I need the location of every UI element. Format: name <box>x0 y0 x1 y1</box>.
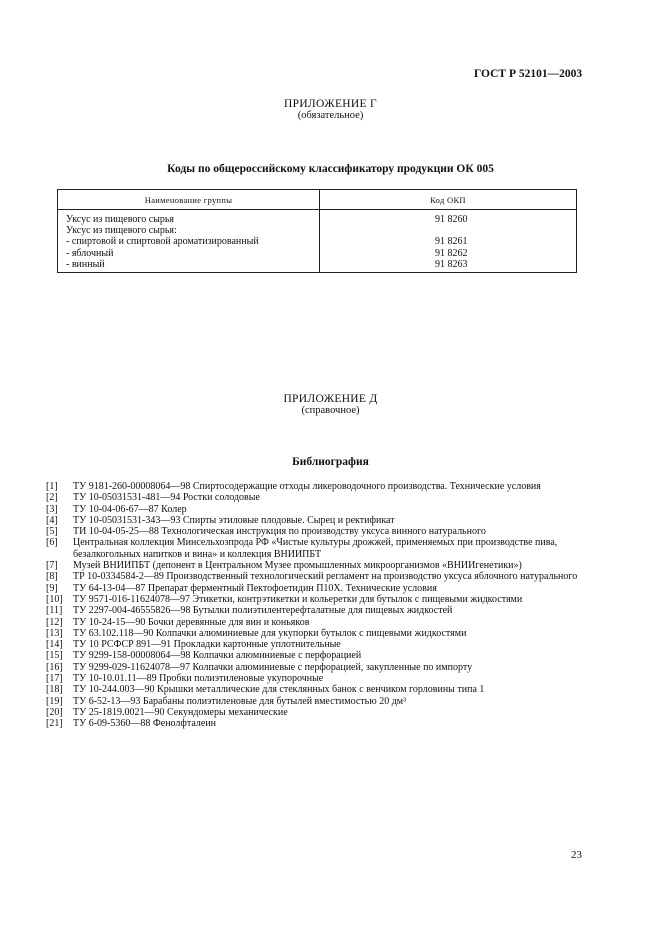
reference-text: ТУ 25-1819.0021—90 Секундомеры механические <box>73 706 288 718</box>
reference-text: ТУ 9181-260-00008064—98 Спиртосодержащие отходы ликероводочного производства. Технические условия <box>73 481 541 492</box>
reference-text: ТУ 64-13-04—87 Препарат ферментный Пектофоетидин П10Х. Технические условия <box>73 582 437 594</box>
reference-text: ТУ 9299-029-11624078—97 Колпачки алюминиевые с перфорацией, закупленные по импорту <box>73 661 473 673</box>
reference-text: ТР 10-0334584-2—89 Производственный технологический регламент на производство уксуса яблочного натурального <box>73 571 578 583</box>
reference-number: [10] <box>46 593 63 605</box>
reference-number: [5] <box>46 526 58 538</box>
list-item <box>46 696 586 707</box>
column-header-okp-code: Код ОКП <box>320 190 577 210</box>
group-names-cell <box>58 210 320 273</box>
appendix-g-subtitle: (обязательное) <box>297 110 364 121</box>
reference-number: [8] <box>46 571 58 583</box>
reference-number: [9] <box>46 582 58 594</box>
reference-text: ТУ 6-52-13—93 Барабаны полиэтиленовые для бутылей вместимостью 20 дм³ <box>73 695 407 707</box>
list-item <box>46 504 586 515</box>
list-item <box>46 560 586 571</box>
list-item <box>46 583 586 594</box>
okp-code: 91 8261 <box>435 236 468 248</box>
bibliography-list <box>46 481 586 730</box>
reference-text: ТУ 10-04-06-67—87 Колер <box>73 503 187 515</box>
reference-number: [20] <box>46 706 63 718</box>
okp-code: 91 8262 <box>435 247 468 259</box>
reference-text: ТУ 9299-158-00008064—98 Колпачки алюминиевые с перфорацией <box>73 650 362 662</box>
reference-text: ТУ 10-24-15—90 Бочки деревянные для вин и коньяков <box>73 616 310 628</box>
reference-number: [13] <box>46 627 63 639</box>
standard-number: ГОСТ Р 52101—2003 <box>474 68 583 80</box>
okp-codes-table <box>57 189 577 273</box>
reference-number: [12] <box>46 616 63 628</box>
table-row <box>58 210 577 273</box>
reference-number: [14] <box>46 639 63 651</box>
reference-text: ТИ 10-04-05-25—88 Технологическая инструкция по производству уксуса винного натурального <box>73 526 486 538</box>
bibliography-heading: Библиография <box>292 456 369 468</box>
appendix-d-subtitle: (справочное) <box>301 405 360 416</box>
reference-number: [1] <box>46 481 58 492</box>
group-name: - спиртовой и спиртовой ароматизированный <box>66 236 259 248</box>
reference-number: [6] <box>46 537 58 549</box>
okp-codes-cell <box>320 210 577 273</box>
group-name: - яблочный <box>66 247 114 259</box>
reference-text: ТУ 6-09-5360—88 Фенолфталеин <box>73 718 217 730</box>
table-header-row <box>58 190 577 210</box>
list-item <box>46 526 586 537</box>
list-item <box>46 481 586 492</box>
reference-number: [21] <box>46 718 63 730</box>
okp-code: 91 8263 <box>435 258 468 270</box>
list-item <box>46 594 586 605</box>
reference-number: [3] <box>46 503 58 515</box>
list-item <box>46 650 586 661</box>
list-item <box>46 492 586 503</box>
appendix-g-title: ПРИЛОЖЕНИЕ Г <box>284 98 377 110</box>
reference-number: [4] <box>46 514 58 526</box>
reference-text: ТУ 10-244.003—90 Крышки металлические для стеклянных банок с венчиком горловины типа 1 <box>73 684 485 696</box>
reference-text: Центральная коллекция Минсельхозпрода РФ «Чистые культуры дрожжей, применяемых при производстве пива, безалкогольных напитков и вина» и коллекция ВНИИПБТ <box>73 537 558 560</box>
reference-text: Музей ВНИИПБТ (депонент в Центральном Музее промышленных микроорганизмов «ВНИИгенетики») <box>73 560 522 572</box>
page-number: 23 <box>571 849 582 861</box>
reference-number: [16] <box>46 661 63 673</box>
group-name: Уксус из пищевого сырья <box>66 214 175 225</box>
list-item <box>46 617 586 628</box>
reference-number: [11] <box>46 605 63 617</box>
list-item <box>46 605 586 616</box>
okp-code <box>435 225 576 236</box>
list-item <box>46 537 586 560</box>
reference-text: ТУ 2297-004-46555826—98 Бутылки полиэтилентерефталатные для пищевых жидкостей <box>73 605 453 617</box>
group-name: - винный <box>66 258 105 270</box>
list-item <box>46 662 586 673</box>
reference-text: ТУ 63.102.118—90 Колпачки алюминиевые для укупорки бутылок с пищевыми жидкостями <box>73 627 467 639</box>
appendix-d-title: ПРИЛОЖЕНИЕ Д <box>283 393 378 405</box>
list-item <box>46 707 586 718</box>
list-item <box>46 639 586 650</box>
okp-code: 91 8260 <box>435 214 468 225</box>
reference-number: [18] <box>46 684 63 696</box>
list-item <box>46 673 586 684</box>
reference-text: ТУ 10-10.01.11—89 Пробки полиэтиленовые укупорочные <box>73 673 324 685</box>
list-item <box>46 684 586 695</box>
reference-text: ТУ 9571-016-11624078—97 Этикетки, контрэтикетки и кольеретки для бутылок с пищевыми жидкостями <box>73 593 523 605</box>
reference-text: ТУ 10-05031531-481—94 Ростки солодовые <box>73 492 260 504</box>
column-header-group-name: Наименование группы <box>58 190 320 210</box>
appendix-g-heading: Коды по общероссийскому классификатору продукции ОК 005 <box>167 163 494 175</box>
reference-number: [2] <box>46 492 58 504</box>
list-item <box>46 515 586 526</box>
reference-number: [17] <box>46 673 63 685</box>
list-item <box>46 628 586 639</box>
group-name: Уксус из пищевого сырья: <box>66 225 177 237</box>
list-item <box>46 571 586 582</box>
reference-number: [19] <box>46 695 63 707</box>
list-item <box>46 718 586 729</box>
reference-text: ТУ 10 РСФСР 891—91 Прокладки картонные уплотнительные <box>73 639 341 651</box>
reference-number: [15] <box>46 650 63 662</box>
reference-text: ТУ 10-05031531-343—93 Спирты этиловые плодовые. Сырец и ректификат <box>73 514 395 526</box>
reference-number: [7] <box>46 560 58 572</box>
